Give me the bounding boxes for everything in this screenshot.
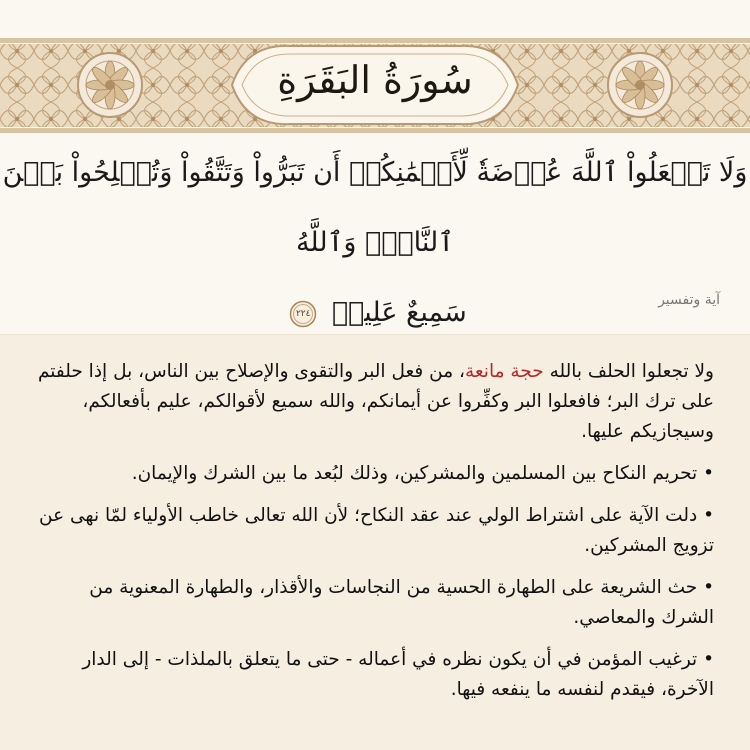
tafsir-bullet: • تحريم النكاح بين المسلمين والمشركين، وذلك لبُعد ما بين الشرك والإيمان.	[131, 463, 714, 484]
surah-title: سُورَةُ البَقَرَةِ	[277, 58, 473, 102]
verse-number-marker	[289, 300, 317, 328]
verse-line-2-text: سَمِيعٌ عَلِيمٞ	[331, 297, 467, 328]
tafsir-bullet: • دلت الآية على اشتراط الولي عند عقد النكاح؛ لأن الله تعالى خاطب الأولياء لمّا نهى عن تزويج المشركين.	[39, 505, 714, 556]
surah-banner	[0, 0, 750, 144]
tafsir-intro-after: ، من فعل البر والتقوى والإصلاح بين الناس، بل إذا حلفتم على ترك البر؛ فافعلوا البر وكفِّروا عن أيمانكم، والله سميع لأقوالكم، عليم بأفعالكم، وسيجازيكم عليها.	[37, 361, 714, 442]
tafsir-intro	[36, 357, 714, 447]
tafsir-intro-before: ولا تجعلوا الحلف بالله	[543, 361, 714, 382]
tafsir-highlight: حجة مانعة	[464, 361, 544, 382]
tafsir-panel	[0, 334, 750, 750]
section-label: آية وتفسير	[658, 292, 720, 308]
verse-number: ٢٢٤	[295, 308, 311, 319]
verse-text	[0, 138, 750, 348]
verse-line-1: وَلَا تَجۡعَلُواْ ٱللَّهَ عُرۡضَةٗ لِّأَيۡمَٰنِكُمۡ أَن تَبَرُّواْ وَتَتَّقُواْ وَتُصۡلِحُواْ بَيۡنَ ٱلنَّاسِۚ وَٱللَّهُ	[2, 157, 748, 258]
tafsir-bullet: • ترغيب المؤمن في أن يكون نظره في أعماله - حتى ما يتعلق بالملذات - إلى الدار الآخرة، فيقدم لنفسه ما ينفعه فيها.	[82, 649, 714, 700]
tafsir-bullet: • حث الشريعة على الطهارة الحسية من النجاسات والأقذار، والطهارة المعنوية من الشرك والمعاصي.	[89, 577, 714, 628]
